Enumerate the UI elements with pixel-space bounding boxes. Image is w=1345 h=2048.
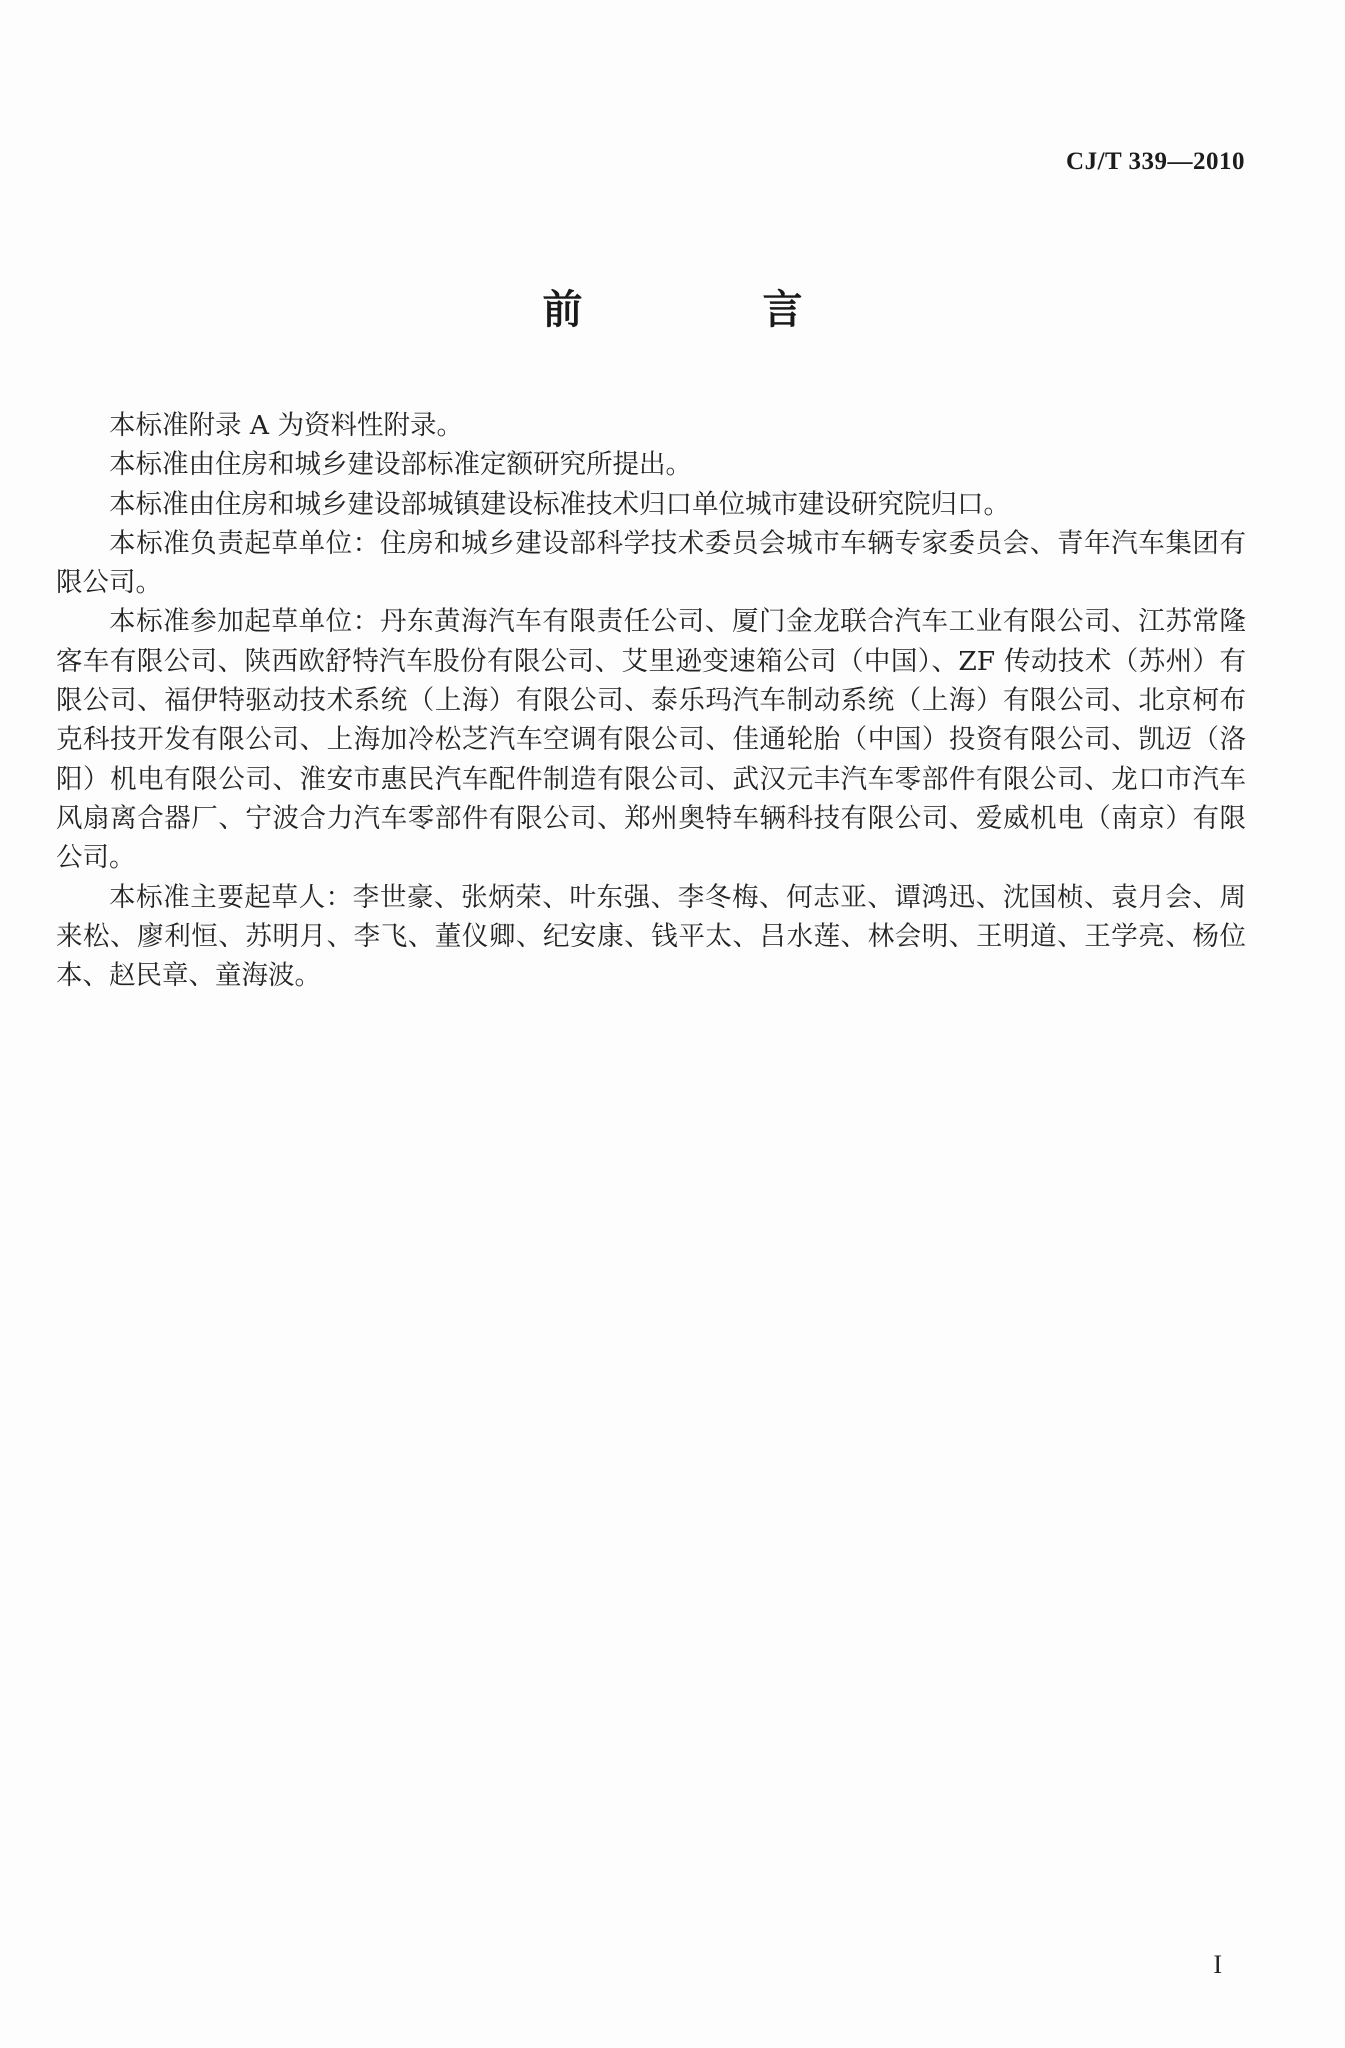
standard-code: CJ/T 339—2010: [1066, 148, 1245, 175]
paragraph-responsible-body: 本标准由住房和城乡建设部城镇建设标准技术归口单位城市建设研究院归口。: [109, 488, 1010, 520]
paragraph-main-drafters: 本标准主要起草人：李世豪、张炳荣、叶东强、李冬梅、何志亚、谭鸿迅、沈国桢、袁月会、周来松、廖利恒、苏明月、李飞、董仪卿、纪安康、钱平太、吕水莲、林会明、王明道、王学亮、杨位本、赵民章、童海波。: [56, 881, 1246, 992]
page-number: I: [1213, 1950, 1222, 1979]
paragraph-proposer: 本标准由住房和城乡建设部标准定额研究所提出。: [109, 449, 692, 481]
paragraph-appendix-note: 本标准附录 A 为资料性附录。: [109, 410, 463, 441]
paragraph-lead-drafter-units: 本标准负责起草单位：住房和城乡建设部科学技术委员会城市车辆专家委员会、青年汽车集团有限公司。: [56, 527, 1246, 599]
paragraph-participating-units: 本标准参加起草单位：丹东黄海汽车有限责任公司、厦门金龙联合汽车工业有限公司、江苏常隆客车有限公司、陕西欧舒特汽车股份有限公司、艾里逊变速箱公司（中国）、ZF 传动技术（苏州）有限公司、福伊特驱动技术系统（上海）有限公司、泰乐玛汽车制动系统（上海）有限公司、北京柯布克科技开发有限公司、上海加冷松芝汽车空调有限公司、佳通轮胎（中国）投资有限公司、凯迈（洛阳）机电有限公司、淮安市惠民汽车配件制造有限公司、武汉元丰汽车零部件有限公司、龙口市汽车风扇离合器厂、宁波合力汽车零部件有限公司、郑州奥特车辆科技有限公司、爱威机电（南京）有限公司。: [56, 606, 1246, 874]
page-title: 前 言: [542, 287, 873, 333]
body-text: [56, 406, 1246, 995]
